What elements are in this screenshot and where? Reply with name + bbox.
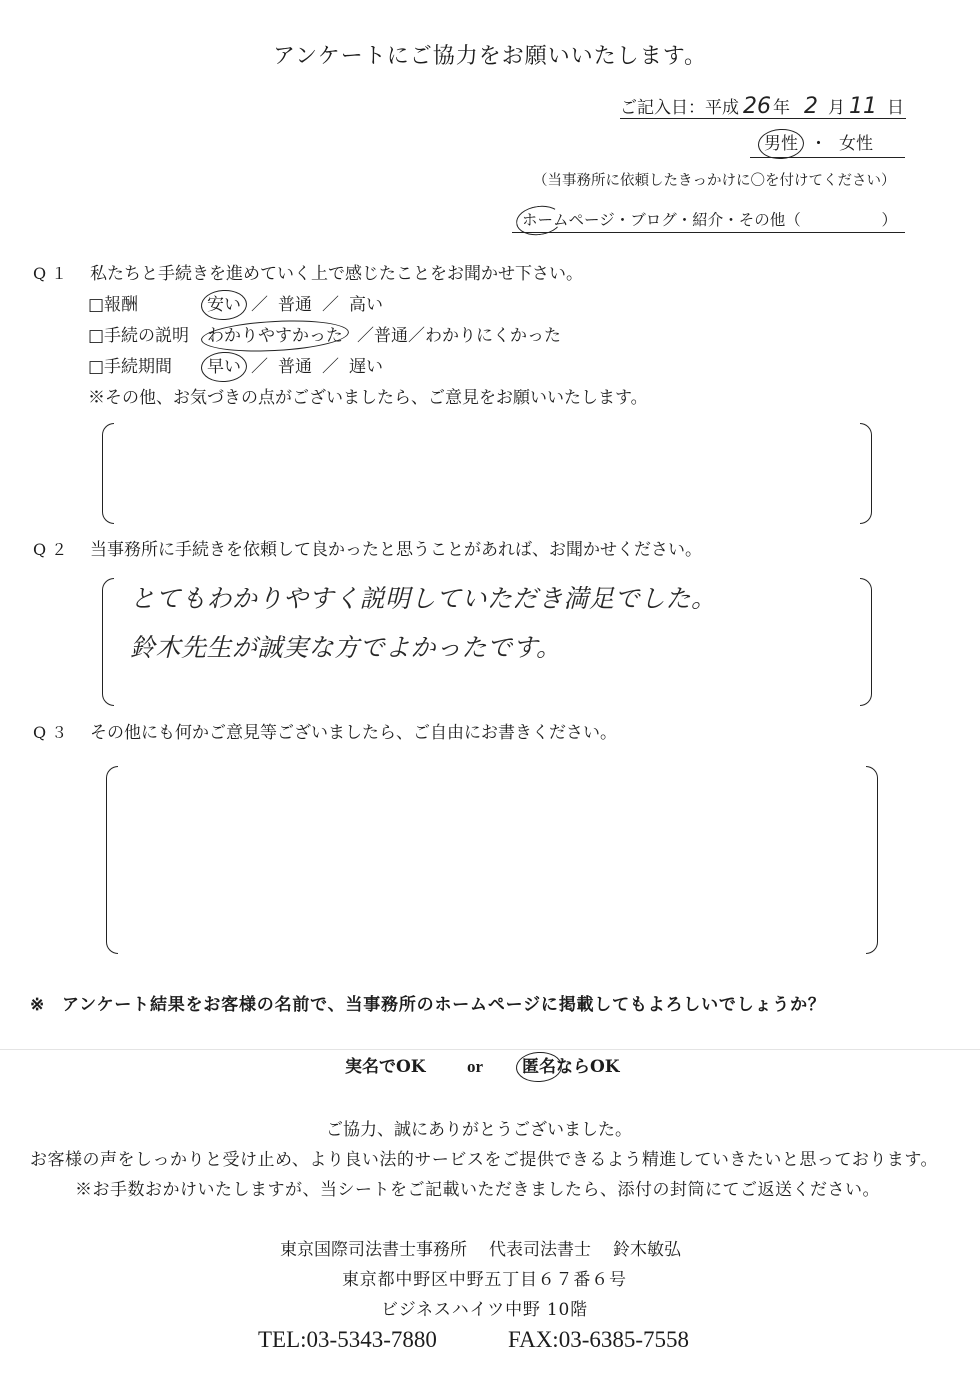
gender-option-female: 女性 [839,134,873,155]
q2-handwritten-answer-line: とてもわかりやすく説明していただき満足でした。 [130,584,717,613]
date-month-handwritten: 2 [804,94,818,119]
q1-note: ※その他、お気づきの点がございましたら、ご意見をお願いいたします。 [88,388,648,408]
option-separator: ／ [357,326,374,346]
option-separator: ／ [322,357,339,377]
referral-option-other: その他 [738,210,786,229]
q1-item-explanation-options [207,326,561,346]
date-year-unit: 年 [773,97,790,118]
q1-item-duration-label: □手続期間 [88,357,173,377]
q1-label: Q１ [33,264,73,283]
q2-handwritten-answer-line: 鈴木先生が誠実な方でよかったです。 [130,633,562,662]
q1-question: 私たちと手続きを進めていく上で感じたことをお聞かせ下さい。 [90,264,583,284]
scan-fold-line [0,1049,980,1050]
option-fast: 早い [207,357,241,377]
option-cheap: 安い [207,295,241,315]
referral-separator: ・ [676,210,693,229]
publication-or: or [467,1057,484,1076]
q3-answer-box-left-bracket [106,766,118,954]
referral-other-close-paren: ） [881,210,897,229]
q3-question: その他にも何かご意見等ございましたら、ご自由にお書きください。 [90,723,617,743]
gender-choice [750,132,905,158]
q2-answer-box-left-bracket [102,578,114,706]
q1-answer-box-right-bracket [860,423,872,524]
referral-separator: ・ [614,210,631,229]
referral-separator: ・ [723,210,739,229]
referral-choice [512,208,905,233]
option-average: 普通 [278,295,312,315]
q1-item-fee-label: □報酬 [88,295,139,315]
option-separator: ／ [322,295,339,315]
office-representative: 鈴木敏弘 [613,1240,681,1260]
closing-message: お客様の声をしっかりと受け止め、より良い法的サービスをご提供できるよう精進していきたいと思っております。 [30,1150,938,1170]
date-month-unit: 月 [828,97,845,118]
anonymous-option-suffix: ならOK [556,1057,620,1077]
publication-option-anonymous [522,1057,620,1077]
office-phone: TEL:03-5343-7880 [258,1327,437,1352]
date-year-handwritten: 26 [743,94,771,119]
office-title: 代表司法書士 [489,1240,591,1260]
option-expensive: 高い [349,295,383,315]
option-average: 普通 [278,357,312,377]
referral-option-introduction: 紹介 [692,210,724,229]
office-address: 東京都中野区中野五丁目６７番６号 [342,1270,627,1290]
publication-option-real-name [345,1057,426,1077]
q3-answer-box-right-bracket [866,766,878,954]
date-day-unit: 日 [887,97,904,118]
option-separator: ／ [251,357,268,377]
referral-option-homepage: ホームページ [522,210,615,229]
q1-answer-box-left-bracket [102,423,114,524]
q2-label: Q２ [33,540,73,559]
q3-label: Q３ [33,723,73,742]
office-fax: FAX:03-6385-7558 [508,1327,690,1352]
option-hard-to-understand: わかりにくかった [425,326,561,346]
publication-question: アンケート結果をお客様の名前で、当事務所のホームページに掲載してもよろしいでしょうか？ [62,995,826,1015]
option-average: 普通 [374,326,408,346]
publication-note-mark: ※ [30,995,45,1015]
closing-thanks: ご協力、誠にありがとうございました。 [326,1120,632,1140]
referral-option-blog: ブログ [630,210,677,229]
q1-item-duration-options [207,357,383,377]
date-label: ご記入日：平成 [620,97,739,118]
entry-date-line [620,90,906,119]
option-slow: 遅い [349,357,383,377]
office-building: ビジネスハイツ中野 10階 [381,1300,588,1320]
option-easy-to-understand: わかりやすかった [207,326,343,346]
anonymous-option-text: 匿名 [522,1057,556,1077]
closing-return-note: ※お手数おかけいたしますが、当シートをご記載いただきましたら、添付の封筒にてご返送ください。 [75,1180,880,1200]
q1-item-fee-options [207,295,383,315]
gender-separator: ・ [810,134,827,155]
real-name-option-text: 実名でOK [345,1057,426,1077]
office-name: 東京国際司法書士事務所 [280,1240,467,1260]
date-day-handwritten: 11 [849,94,877,119]
gender-option-male: 男性 [764,134,798,155]
q2-answer-box-right-bracket [860,578,872,706]
option-separator: ／ [408,326,425,346]
office-name-line [280,1240,681,1260]
q2-question: 当事務所に手続きを依頼して良かったと思うことがあれば、お聞かせください。 [90,540,702,560]
referral-other-open-paren: （ [785,210,801,229]
q1-item-explanation-label: □手続の説明 [88,326,190,346]
page-title: アンケートにご協力をお願いいたします。 [273,44,707,69]
referral-instruction: （当事務所に依頼したきっかけに〇を付けてください） [533,173,896,189]
option-separator: ／ [251,295,268,315]
